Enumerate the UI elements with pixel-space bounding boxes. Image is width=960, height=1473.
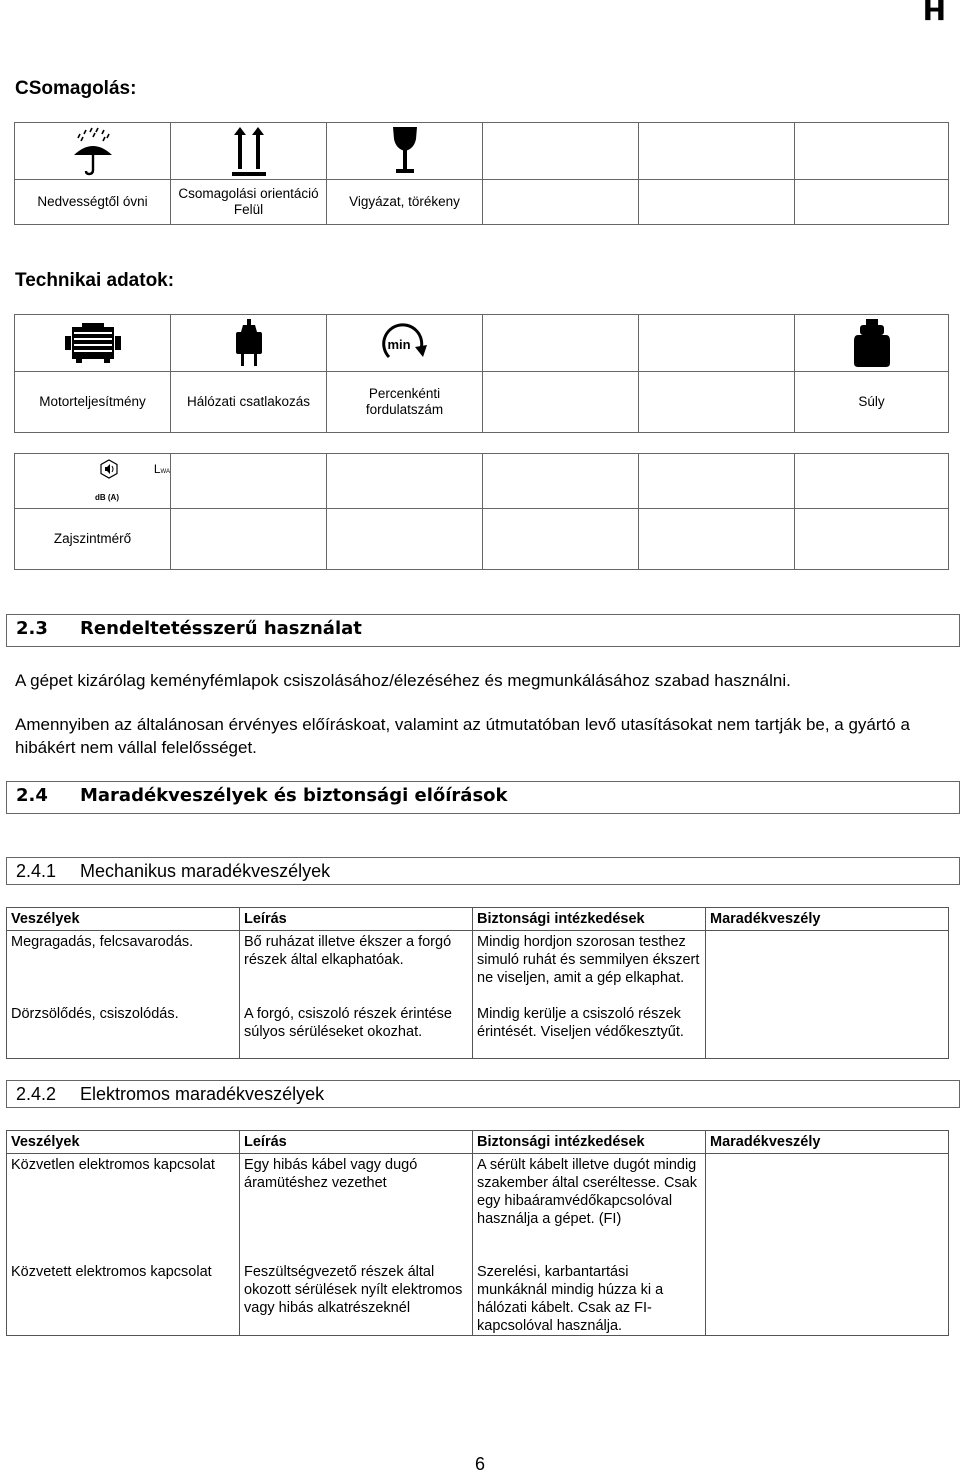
table-cell: Szerelési, karbantartási munkáknál mindig húzza ki a hálózati kábelt. Csak az FI-kapcsolóval használja. bbox=[473, 1261, 706, 1336]
table-header: Maradékveszély bbox=[706, 1131, 949, 1154]
table-cell: Mindig kerülje a csiszoló részek érintését. Viseljen védőkesztyűt. bbox=[473, 1003, 706, 1059]
table-header: Maradékveszély bbox=[706, 908, 949, 931]
noise-table bbox=[14, 453, 949, 570]
empty-cell bbox=[639, 454, 795, 509]
empty-cell bbox=[483, 509, 639, 570]
table-row bbox=[7, 931, 949, 1003]
packaging-label: Csomagolási orientáció Felül bbox=[171, 180, 327, 225]
table-cell: Dörzsölődés, csiszolódás. bbox=[7, 1003, 240, 1059]
subsection-number: 2.4.1 bbox=[16, 861, 57, 881]
plug-icon bbox=[233, 318, 265, 368]
technical-icon-cell bbox=[15, 315, 171, 372]
section-2-4-heading bbox=[6, 781, 960, 814]
empty-cell bbox=[483, 180, 639, 225]
technical-table bbox=[14, 314, 949, 433]
empty-cell bbox=[639, 180, 795, 225]
empty-cell bbox=[327, 454, 483, 509]
section-title: Maradékveszélyek és biztonsági előírások bbox=[80, 785, 508, 806]
packaging-label: Vigyázat, törékeny bbox=[327, 180, 483, 225]
lwa-subscript: WA bbox=[160, 469, 170, 475]
table-cell: Közvetlen elektromos kapcsolat bbox=[7, 1154, 240, 1261]
section-number: 2.3 bbox=[16, 618, 48, 639]
page-number: 6 bbox=[474, 1454, 485, 1473]
intended-use-paragraph: A gépet kizárólag keményfémlapok csiszolásához/élezéséhez és megmunkálásához szabad használni. bbox=[15, 671, 791, 690]
noise-label: Zajszintmérő bbox=[15, 509, 171, 570]
fragile-glass-icon bbox=[390, 125, 420, 177]
table-cell bbox=[706, 1003, 949, 1059]
table-cell: Bő ruházat illetve ékszer a forgó részek által elkaphatóak. bbox=[240, 931, 473, 1003]
subsection-2-4-1-heading bbox=[6, 857, 960, 885]
mechanical-hazards-table bbox=[6, 907, 949, 1059]
table-header: Leírás bbox=[240, 908, 473, 931]
empty-cell bbox=[483, 315, 639, 372]
packaging-icon-cell bbox=[15, 123, 171, 180]
empty-cell bbox=[483, 372, 639, 433]
technical-icon-cell bbox=[795, 315, 949, 372]
empty-cell bbox=[795, 509, 949, 570]
language-mark: H bbox=[922, 0, 946, 27]
section-2-3-heading bbox=[6, 614, 960, 647]
subsection-2-4-2-heading bbox=[6, 1080, 960, 1108]
table-header: Biztonsági intézkedések bbox=[473, 908, 706, 931]
section-title: Rendeltetésszerű használat bbox=[80, 618, 362, 639]
technical-label: Motorteljesítmény bbox=[15, 372, 171, 433]
table-header: Veszélyek bbox=[7, 908, 240, 931]
packaging-heading: CSomagolás: bbox=[15, 78, 137, 99]
technical-heading: Technikai adatok: bbox=[15, 270, 175, 291]
empty-cell bbox=[795, 123, 949, 180]
technical-label: Hálózati csatlakozás bbox=[171, 372, 327, 433]
technical-icon-cell bbox=[171, 315, 327, 372]
packaging-label: Nedvességtől óvni bbox=[15, 180, 171, 225]
rpm-icon-text: min bbox=[386, 337, 411, 352]
table-row bbox=[7, 1154, 949, 1261]
empty-cell bbox=[639, 123, 795, 180]
empty-cell bbox=[795, 180, 949, 225]
section-number: 2.4 bbox=[16, 785, 48, 806]
lwa-label: L bbox=[153, 462, 161, 476]
liability-paragraph: Amennyiben az általánosan érvényes előíráskoat, valamint az útmutatóban levő utasításokat nem tartják be, a gyártó a hibákért nem vállal felelősséget. bbox=[15, 715, 910, 757]
weight-icon bbox=[852, 317, 892, 369]
table-cell: Egy hibás kábel vagy dugó áramütéshez vezethet bbox=[240, 1154, 473, 1261]
empty-cell bbox=[171, 454, 327, 509]
table-cell: Mindig hordjon szorosan testhez simuló ruhát és semmilyen ékszert ne viseljen, amit a gép elkaphat. bbox=[473, 931, 706, 1003]
table-cell: A forgó, csiszoló részek érintése súlyos sérüléseket okozhat. bbox=[240, 1003, 473, 1059]
table-cell: A sérült kábelt illetve dugót mindig szakember által cseréltesse. Csak egy hibaáramvédőkapcsolóval használja a gépet. (FI) bbox=[473, 1154, 706, 1261]
technical-icon-cell bbox=[327, 315, 483, 372]
table-cell bbox=[706, 1154, 949, 1261]
table-cell bbox=[706, 931, 949, 1003]
table-row bbox=[7, 1003, 949, 1059]
empty-cell bbox=[639, 315, 795, 372]
technical-label: Percenkénti fordulatszám bbox=[327, 372, 483, 433]
table-cell: Közvetett elektromos kapcsolat bbox=[7, 1261, 240, 1336]
table-header: Biztonsági intézkedések bbox=[473, 1131, 706, 1154]
rpm-icon bbox=[377, 319, 433, 367]
table-cell: Megragadás, felcsavarodás. bbox=[7, 931, 240, 1003]
subsection-number: 2.4.2 bbox=[16, 1084, 57, 1104]
table-header: Leírás bbox=[240, 1131, 473, 1154]
empty-cell bbox=[327, 509, 483, 570]
empty-cell bbox=[639, 509, 795, 570]
electrical-hazards-table bbox=[6, 1130, 949, 1336]
empty-cell bbox=[639, 372, 795, 433]
packaging-icon-cell bbox=[327, 123, 483, 180]
empty-cell bbox=[795, 454, 949, 509]
noise-icon-cell bbox=[15, 454, 171, 509]
table-row bbox=[7, 1261, 949, 1336]
technical-label: Súly bbox=[795, 372, 949, 433]
packaging-table bbox=[14, 122, 949, 225]
table-cell bbox=[706, 1261, 949, 1336]
empty-cell bbox=[483, 454, 639, 509]
noise-level-icon bbox=[99, 459, 119, 479]
subsection-title: Mechanikus maradékveszélyek bbox=[80, 861, 331, 881]
empty-cell bbox=[171, 509, 327, 570]
packaging-icon-cell bbox=[171, 123, 327, 180]
table-cell: Feszültségvezető részek által okozott sérülések nyílt elektromos vagy hibás alkatrészeknél bbox=[240, 1261, 473, 1336]
subsection-title: Elektromos maradékveszélyek bbox=[80, 1084, 325, 1104]
empty-cell bbox=[483, 123, 639, 180]
db-unit: dB (A) bbox=[95, 493, 119, 502]
umbrella-rain-icon bbox=[71, 125, 115, 177]
motor-icon bbox=[64, 322, 122, 364]
table-header: Veszélyek bbox=[7, 1131, 240, 1154]
arrows-up-icon bbox=[231, 125, 267, 177]
